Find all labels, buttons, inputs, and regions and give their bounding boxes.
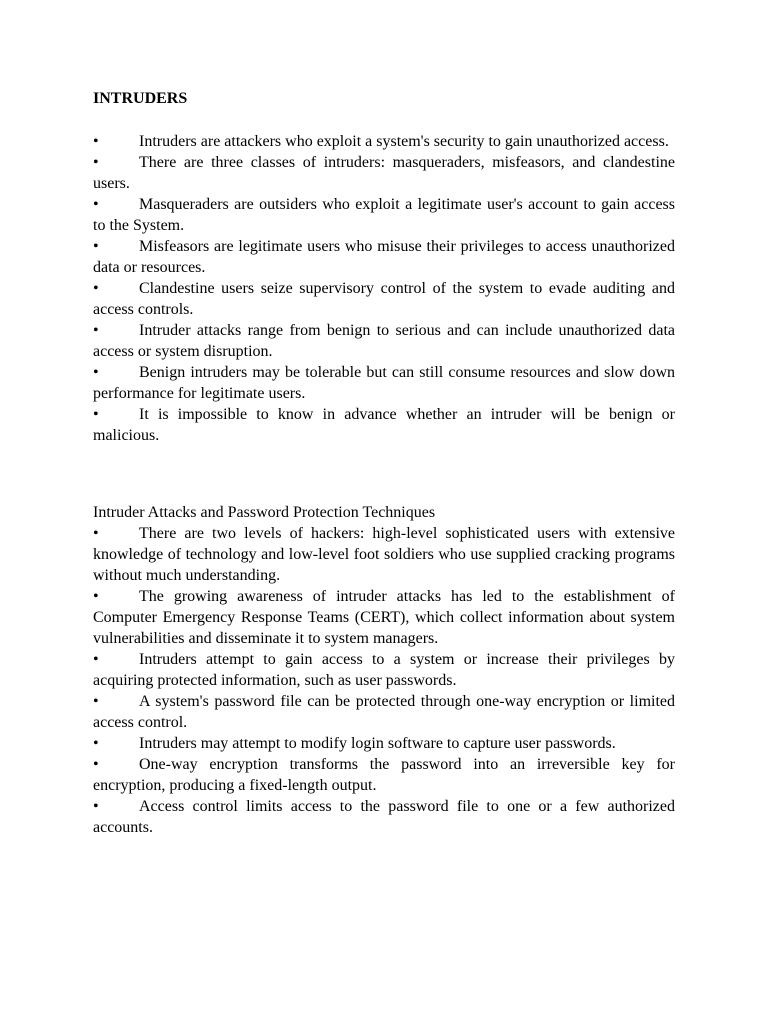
bullet-marker: • bbox=[93, 798, 99, 815]
list-item-text: Access control limits access to the password file to one or a few authorized accounts. bbox=[93, 798, 675, 836]
bullet-marker: • bbox=[93, 322, 99, 339]
list-item-text: Masqueraders are outsiders who exploit a legitimate user's account to gain access to the System. bbox=[93, 196, 675, 234]
bullet-marker: • bbox=[93, 651, 99, 668]
list-item bbox=[93, 691, 675, 733]
list-item bbox=[93, 362, 675, 404]
bullet-marker: • bbox=[93, 280, 99, 297]
bullet-marker: • bbox=[93, 588, 99, 605]
list-item-text: Intruders are attackers who exploit a system's security to gain unauthorized access. bbox=[139, 133, 669, 150]
list-item-text: It is impossible to know in advance whether an intruder will be benign or malicious. bbox=[93, 406, 675, 444]
list-item-text: Intruders may attempt to modify login software to capture user passwords. bbox=[139, 735, 616, 752]
list-item bbox=[93, 586, 675, 649]
bullet-marker: • bbox=[93, 693, 99, 710]
list-item bbox=[93, 194, 675, 236]
bullet-marker: • bbox=[93, 756, 99, 773]
bullet-marker: • bbox=[93, 735, 99, 752]
document-page bbox=[93, 88, 675, 838]
bullet-marker: • bbox=[93, 406, 99, 423]
bullet-marker: • bbox=[93, 154, 99, 171]
list-item bbox=[93, 404, 675, 446]
list-item bbox=[93, 796, 675, 838]
document-title: INTRUDERS bbox=[93, 90, 188, 107]
intruders-bullet-list bbox=[93, 131, 675, 446]
list-item bbox=[93, 754, 675, 796]
list-item-text: Intruder attacks range from benign to serious and can include unauthorized data access or system disruption. bbox=[93, 322, 675, 360]
list-item bbox=[93, 523, 675, 586]
list-item-text: Intruders attempt to gain access to a system or increase their privileges by acquiring protected information, such as user passwords. bbox=[93, 651, 675, 689]
bullet-marker: • bbox=[93, 364, 99, 381]
list-item-text: A system's password file can be protected through one-way encryption or limited access control. bbox=[93, 693, 675, 731]
password-protection-bullet-list bbox=[93, 523, 675, 838]
list-item bbox=[93, 278, 675, 320]
list-item bbox=[93, 649, 675, 691]
list-item-text: Misfeasors are legitimate users who misuse their privileges to access unauthorized data or resources. bbox=[93, 238, 675, 276]
list-item-text: One-way encryption transforms the password into an irreversible key for encryption, producing a fixed-length output. bbox=[93, 756, 675, 794]
list-item-text: Clandestine users seize supervisory control of the system to evade auditing and access controls. bbox=[93, 280, 675, 318]
list-item-text: The growing awareness of intruder attacks has led to the establishment of Computer Emergency Response Teams (CERT), which collect information about system vulnerabilities and disseminate it to system managers. bbox=[93, 588, 675, 647]
list-item bbox=[93, 131, 675, 152]
section-title: Intruder Attacks and Password Protection Techniques bbox=[93, 504, 436, 521]
bullet-marker: • bbox=[93, 238, 99, 255]
bullet-marker: • bbox=[93, 525, 99, 542]
section-spacer bbox=[93, 446, 675, 502]
list-item bbox=[93, 236, 675, 278]
list-item-text: There are three classes of intruders: masqueraders, misfeasors, and clandestine users. bbox=[93, 154, 675, 192]
bullet-marker: • bbox=[93, 133, 99, 150]
list-item bbox=[93, 733, 675, 754]
list-item-text: There are two levels of hackers: high-level sophisticated users with extensive knowledge of technology and low-level foot soldiers who use supplied cracking programs without much understanding. bbox=[93, 525, 675, 584]
list-item bbox=[93, 152, 675, 194]
list-item bbox=[93, 320, 675, 362]
bullet-marker: • bbox=[93, 196, 99, 213]
list-item-text: Benign intruders may be tolerable but can still consume resources and slow down performance for legitimate users. bbox=[93, 364, 675, 402]
